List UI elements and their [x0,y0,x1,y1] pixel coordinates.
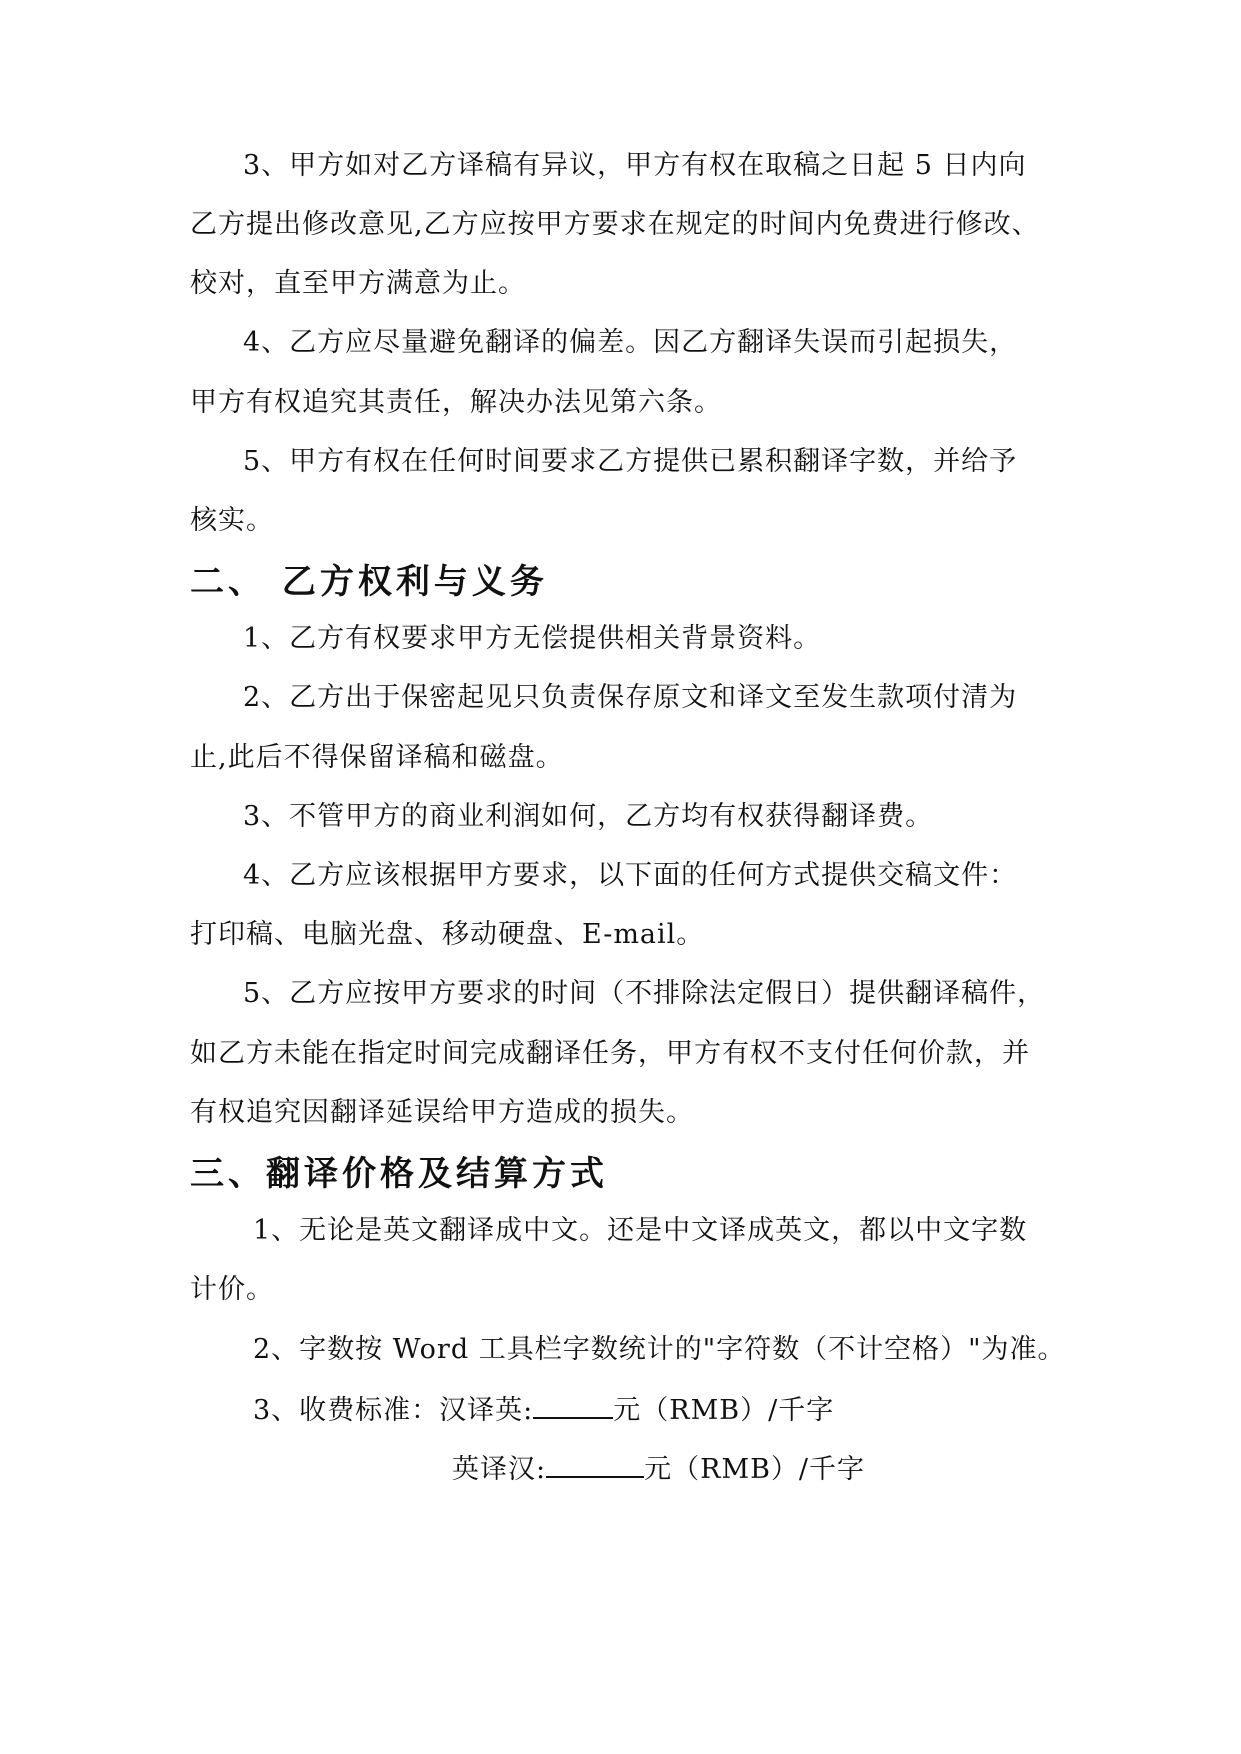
paragraph-line: 2、乙方出于保密起见只负责保存原文和译文至发生款项付清为 [243,682,1018,713]
fee-blank [546,1448,644,1478]
fee-line-en-cn [452,1448,865,1490]
fee-label: 3、收费标准：汉译英: [253,1395,534,1426]
paragraph-line: 5、乙方应按甲方要求的时间（不排除法定假日）提供翻译稿件， [243,978,1046,1009]
paragraph-line: 止,此后不得保留译稿和磁盘。 [190,742,564,773]
section-heading: 三、翻译价格及结算方式 [190,1154,608,1194]
paragraph-line: 如乙方未能在指定时间完成翻译任务，甲方有权不支付任何价款，并 [190,1038,1030,1069]
fee-unit: 元（RMB）/千字 [644,1454,866,1485]
paragraph-line: 4、乙方应该根据甲方要求，以下面的任何方式提供交稿文件： [243,860,1018,891]
paragraph-line: 核实。 [190,505,274,536]
paragraph-line: 5、甲方有权在任何时间要求乙方提供已累积翻译字数，并给予 [243,446,1018,477]
paragraph-line: 有权追究因翻译延误给甲方造成的损失。 [190,1097,694,1128]
paragraph-line: 3、不管甲方的商业利润如何，乙方均有权获得翻译费。 [243,801,934,832]
fee-label: 英译汉: [452,1454,547,1485]
paragraph-line: 2、字数按 Word 工具栏字数统计的"字符数（不计空格）"为准。 [253,1334,1066,1365]
fee-blank [533,1389,613,1419]
paragraph-line: 3、甲方如对乙方译稿有异议，甲方有权在取稿之日起 5 日内向 [243,150,1027,181]
paragraph-line: 1、乙方有权要求甲方无偿提供相关背景资料。 [243,623,822,654]
fee-line-cn-en [253,1389,834,1431]
paragraph-line: 1、无论是英文翻译成中文。还是中文译成英文，都以中文字数 [253,1215,1028,1246]
paragraph-line: 乙方提出修改意见,乙方应按甲方要求在规定的时间内免费进行修改、 [190,209,1040,240]
paragraph-line: 4、乙方应尽量避免翻译的偏差。因乙方翻译失误而引起损失， [243,327,1018,358]
fee-unit: 元（RMB）/千字 [613,1395,835,1426]
paragraph-line: 打印稿、电脑光盘、移动硬盘、E-mail。 [190,919,705,950]
paragraph-line: 校对，直至甲方满意为止。 [190,268,526,299]
paragraph-line: 甲方有权追究其责任，解决办法见第六条。 [190,387,722,418]
paragraph-line: 计价。 [190,1274,274,1305]
section-heading: 二、 乙方权利与义务 [190,562,548,602]
